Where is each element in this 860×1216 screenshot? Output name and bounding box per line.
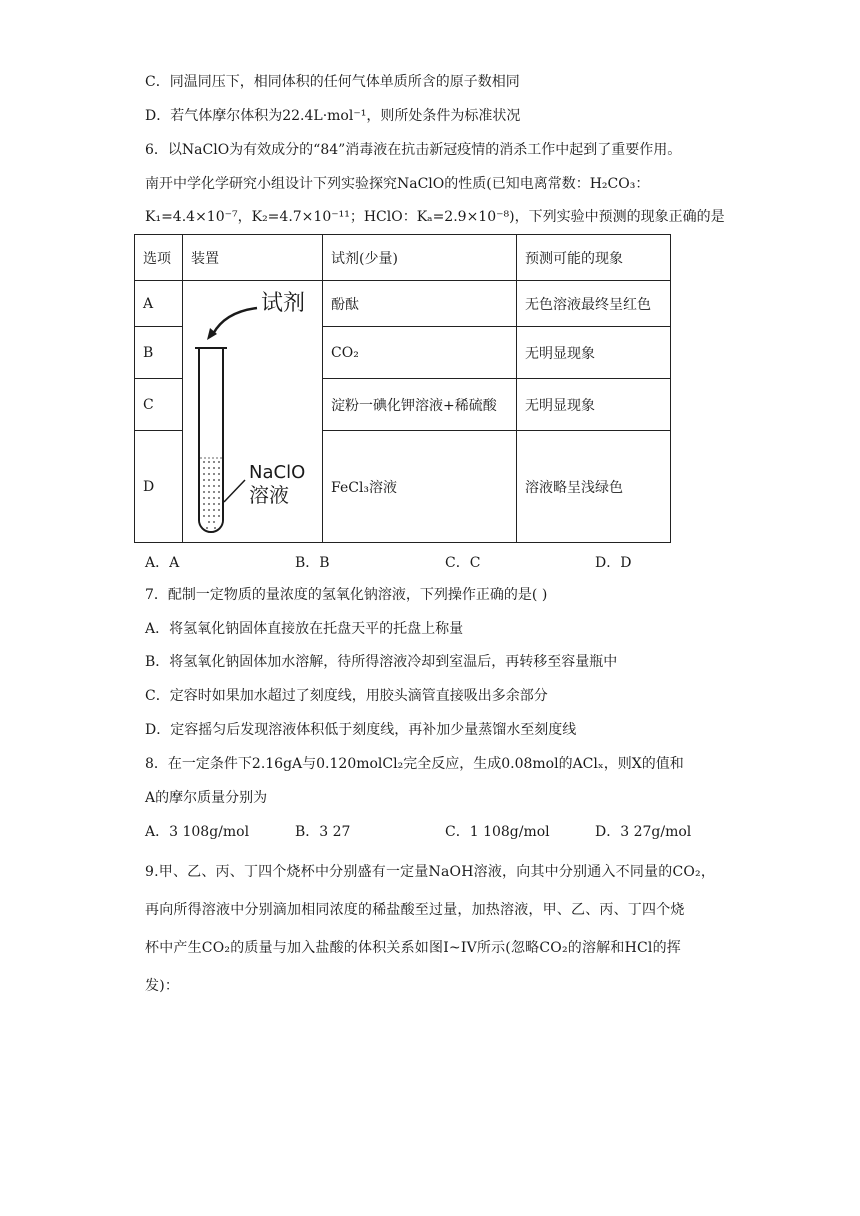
- row-b-option: B: [135, 327, 183, 379]
- q8-option-a: A．3 108g/mol: [145, 824, 250, 840]
- option-d-line: D．若气体摩尔体积为22.4L·mol⁻¹，则所处条件为标准状况: [145, 108, 521, 124]
- naclo-label: NaClO: [249, 461, 306, 483]
- row-d-phenomenon: 溶液略呈浅绿色: [517, 431, 671, 543]
- q8-option-b: B．3 27: [295, 824, 351, 840]
- arrow-icon: [213, 308, 257, 334]
- row-c-phenomenon: 无明显现象: [517, 379, 671, 431]
- q9-stem-1: 9.甲、乙、丙、丁四个烧杯中分别盛有一定量NaOH溶液，向其中分别通入不同量的CO₂，: [145, 864, 716, 880]
- row-c-reagent: 淀粉一碘化钾溶液+稀硫酸: [323, 379, 517, 431]
- header-reagent: 试剂(少量): [323, 235, 517, 281]
- q6-stem-1: 6．以NaClO为有效成分的“84”消毒液在抗击新冠疫情的消杀工作中起到了重要作用。: [145, 142, 682, 158]
- row-a-reagent: 酚酞: [323, 281, 517, 327]
- q7-stem: 7．配制一定物质的量浓度的氢氧化钠溶液，下列操作正确的是( ): [145, 587, 548, 603]
- q6-stem-2: 南开中学化学研究小组设计下列实验探究NaClO的性质(已知电离常数：H₂CO₃：: [145, 176, 650, 192]
- q8-stem-1: 8．在一定条件下2.16gA与0.120molCl₂完全反应，生成0.08mol的AClₓ，则X的值和: [145, 756, 684, 772]
- q6-option-d: D．D: [595, 555, 632, 571]
- row-d-reagent: FeCl₃溶液: [323, 431, 517, 543]
- q6-table: [134, 234, 671, 543]
- option-c-line: C．同温同压下，相同体积的任何气体单质所含的原子数相同: [145, 74, 520, 90]
- q8-options: [145, 821, 705, 841]
- header-option: 选项: [135, 235, 183, 281]
- solution-label: 溶液: [249, 482, 289, 507]
- pointer-line: [224, 480, 245, 502]
- q6-option-c: C．C: [445, 555, 481, 571]
- q7-option-b: B．将氢氧化钠固体加水溶解，待所得溶液冷却到室温后，再转移至容量瓶中: [145, 654, 618, 670]
- row-b-phenomenon: 无明显现象: [517, 327, 671, 379]
- q6-option-b: B．B: [295, 555, 330, 571]
- q9-stem-3: 杯中产生CO₂的质量与加入盐酸的体积关系如图I~IV所示(忽略CO₂的溶解和HCl的挥: [145, 940, 681, 956]
- q7-option-a: A．将氢氧化钠固体直接放在托盘天平的托盘上称量: [145, 621, 464, 637]
- row-b-reagent: CO₂: [323, 327, 517, 379]
- q8-stem-2: A的摩尔质量分别为: [145, 790, 268, 806]
- row-a-option: A: [135, 281, 183, 327]
- header-device: 装置: [183, 235, 323, 281]
- test-tube-svg: [183, 282, 323, 542]
- q8-option-d: D．3 27g/mol: [595, 824, 692, 840]
- q6-options: [145, 552, 705, 572]
- q9-stem-4: 发)：: [145, 978, 180, 994]
- q8-option-c: C．1 108g/mol: [445, 824, 550, 840]
- q7-option-d: D．定容摇匀后发现溶液体积低于刻度线，再补加少量蒸馏水至刻度线: [145, 722, 577, 738]
- row-a-phenomenon: 无色溶液最终呈红色: [517, 281, 671, 327]
- q9-stem-2: 再向所得溶液中分别滴加相同浓度的稀盐酸至过量，加热溶液，甲、乙、丙、丁四个烧: [145, 902, 685, 918]
- q6-option-a: A．A: [145, 555, 180, 571]
- row-d-option: D: [135, 431, 183, 543]
- q7-option-c: C．定容时如果加水超过了刻度线，用胶头滴管直接吸出多余部分: [145, 688, 548, 704]
- liquid: [200, 458, 222, 531]
- row-c-option: C: [135, 379, 183, 431]
- header-phenomenon: 预测可能的现象: [517, 235, 671, 281]
- test-tube-diagram: [183, 281, 323, 543]
- reagent-label: 试剂: [261, 290, 306, 316]
- q6-stem-3: K₁=4.4×10⁻⁷，K₂=4.7×10⁻¹¹；HClO：Kₐ=2.9×10⁻⁸)，下列实验中预测的现象正确的是: [145, 209, 725, 225]
